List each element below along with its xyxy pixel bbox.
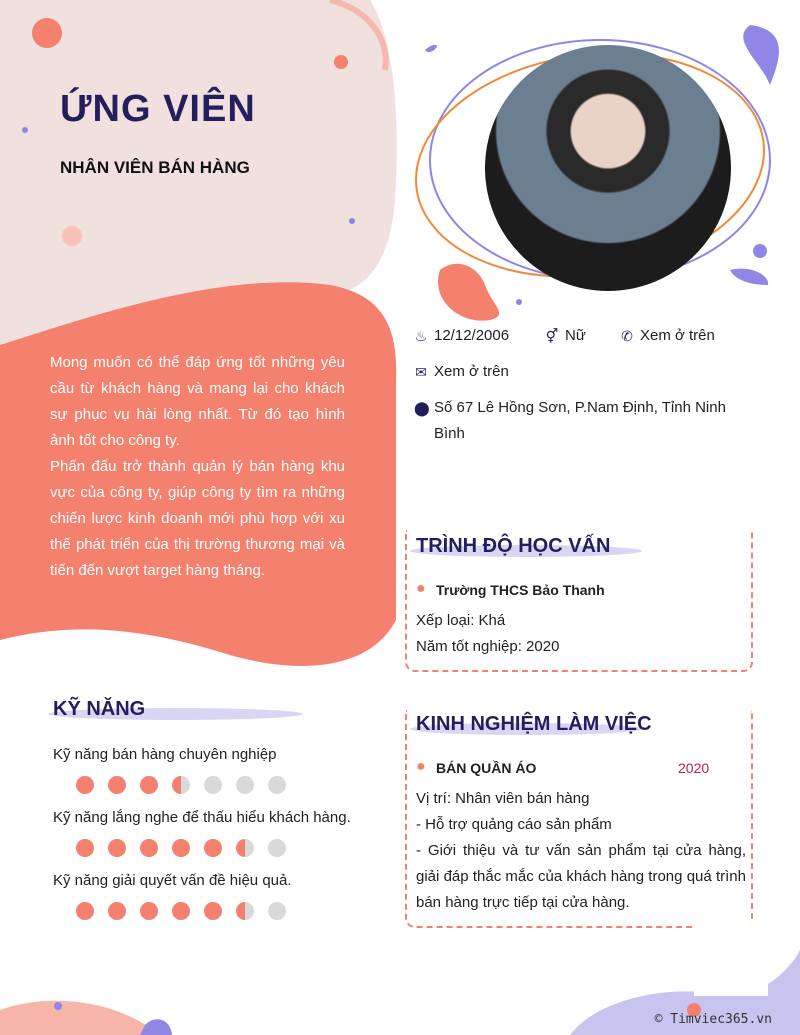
location-pin-icon: ● [416,758,426,775]
job-position: NHÂN VIÊN BÁN HÀNG [60,158,250,177]
rating-dot [204,839,222,857]
experience-role: Vị trí: Nhân viên bán hàng [416,790,590,807]
career-objective [50,350,345,584]
rating-dot [236,839,254,857]
school-name: Trường THCS Bảo Thanh [436,582,605,598]
rating-dot [140,776,158,794]
gender-value: Nữ [565,327,586,344]
skill-rating [76,776,286,794]
rating-dot [140,902,158,920]
phone-value: Xem ở trên [640,327,715,344]
rating-dot [268,776,286,794]
experience-title: KINH NGHIỆM LÀM VIỆC [416,713,652,735]
email-value: Xem ở trên [434,363,509,380]
location-pin-icon: ● [416,580,426,597]
footer-copyright: © Timviec365.vn [654,1012,772,1027]
skill-rating [76,902,286,920]
cake-icon: ♨ [414,328,428,344]
address [414,395,754,447]
map-marker-icon: ⬤ [414,400,430,416]
experience-duty: - Hỗ trợ quảng cáo sản phẩm [416,816,612,833]
experience-year: 2020 [678,760,710,776]
rating-dot [108,776,126,794]
rating-dot [268,902,286,920]
qr-code [694,922,768,996]
rating-dot [268,839,286,857]
rating-dot [172,902,190,920]
graduation-year: Năm tốt nghiệp: 2020 [416,638,560,655]
gender-icon: ⚥ [545,328,559,344]
skills-title: KỸ NĂNG [53,698,146,720]
education-title: TRÌNH ĐỘ HỌC VẤN [416,535,611,557]
skill-name: Kỹ năng giải quyết vấn đề hiệu quả. [53,872,292,889]
skill-name: Kỹ năng bán hàng chuyên nghiệp [53,746,277,763]
objective-paragraph: Phấn đấu trở thành quản lý bán hàng khu vực của công ty, giúp công ty tìm ra những chiến lược kinh doanh mới phù hợp với xu thế phát triển của thị trường thương mại và tiến đến vượt target hàng tháng. [50,458,345,579]
rating-dot [108,902,126,920]
education-rank: Xếp loại: Khá [416,612,506,629]
birthday [414,323,509,349]
email [414,359,509,385]
rating-dot [76,776,94,794]
rating-dot [172,776,190,794]
rating-dot [76,839,94,857]
company-name: BÁN QUẦN ÁO [436,760,537,776]
skill-name: Kỹ năng lắng nghe để thấu hiểu khách hàng. [53,809,351,826]
address-value: Số 67 Lê Hồng Sơn, P.Nam Định, Tỉnh Ninh Bình [434,399,726,442]
experience-duty: - Giới thiệu và tư vấn sản phẩm tại cửa hàng, giải đáp thắc mắc của khách hàng trong quá trình bán hàng trực tiếp tại cửa hàng. [416,842,746,911]
rating-dot [76,902,94,920]
phone [620,323,715,349]
rating-dot [204,776,222,794]
envelope-icon: ✉ [415,364,427,380]
phone-icon: ✆ [621,328,633,344]
avatar [485,45,731,291]
rating-dot [108,839,126,857]
gender [545,323,586,349]
birthday-value: 12/12/2006 [434,327,510,344]
rating-dot [236,776,254,794]
candidate-title: ỨNG VIÊN [60,88,256,130]
rating-dot [172,839,190,857]
rating-dot [140,839,158,857]
rating-dot [236,902,254,920]
objective-paragraph: Mong muốn có thể đáp ứng tốt những yêu cầu từ khách hàng và mang lại cho khách sự phục vụ hài lòng nhất. Từ đó tạo hình ảnh tốt cho công ty. [50,354,345,449]
rating-dot [204,902,222,920]
skill-rating [76,839,286,857]
